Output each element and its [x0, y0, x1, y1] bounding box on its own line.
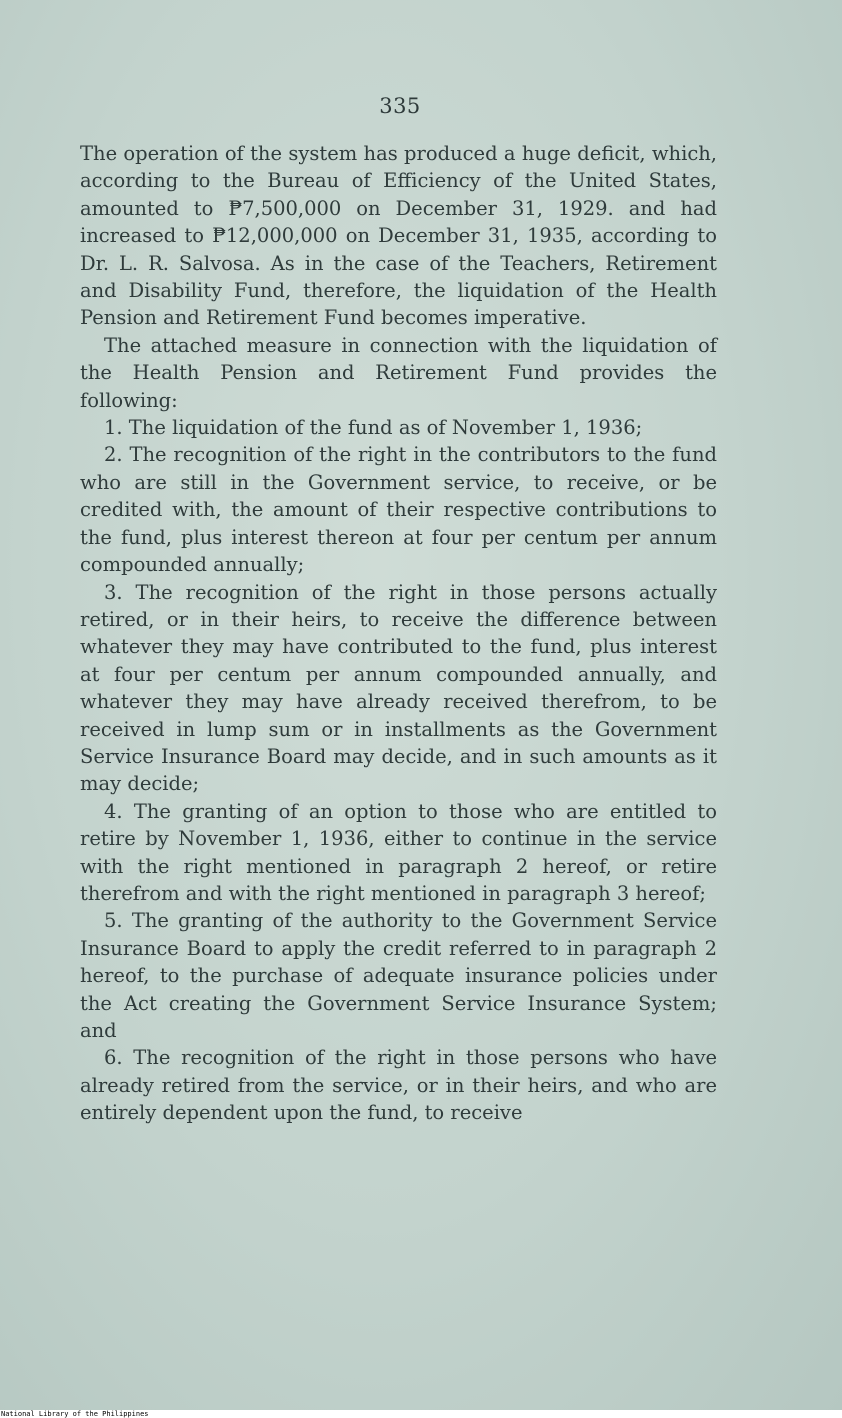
list-item-3: 3. The recognition of the right in those persons actually retired, or in their heirs, to receive the difference between whatever they may have contributed to the fund, plus interest at four per centum per annum compounded annually, and whatever they may have already received therefrom, to be received in lump sum or in installments as the Government Service Insurance Board may decide, and in such amounts as it may decide;	[80, 580, 717, 796]
list-item-1: 1. The liquidation of the fund as of November 1, 1936;	[104, 416, 643, 440]
page-number: 335	[379, 94, 421, 118]
footer-attribution: National Library of the Philippines	[1, 1410, 149, 1418]
list-item-4: 4. The granting of an option to those who are entitled to retire by November 1, 1936, either to continue in the service with the right mentioned in paragraph 2 hereof, or retire therefrom and with the right mentioned in paragraph 3 hereof;	[80, 799, 717, 905]
list-item-5: 5. The granting of the authority to the Government Service Insurance Board to apply the credit referred to in paragraph 2 hereof, to the purchase of adequate insurance policies under the Act creating the Government Service Insurance System; and	[80, 909, 717, 1042]
list-item-6: 6. The recognition of the right in those persons who have already retired from the service, or in their heirs, and who are entirely dependent upon the fund, to receive	[80, 1046, 717, 1125]
body-text	[80, 140, 717, 1127]
list-item-2: 2. The recognition of the right in the contributors to the fund who are still in the Government service, to receive, or be credited with, the amount of their respective contributions to the fund, plus interest thereon at four per centum per annum compounded annually;	[80, 443, 717, 577]
paragraph-attached-measure: The attached measure in connection with the liquidation of the Health Pension and Retirement Fund provides the following:	[80, 333, 717, 412]
paragraph-deficit: The operation of the system has produced a huge deficit, which, according to the Bureau of Efficiency of the United States, amounted to ₱7,500,000 on December 31, 1929. and had increased to ₱12,000,000 on December 31, 1935, according to Dr. L. R. Salvosa. As in the case of the Teachers, Retirement and Disability Fund, therefore, the liquidation of the Health Pension and Retirement Fund becomes imperative.	[80, 142, 717, 330]
